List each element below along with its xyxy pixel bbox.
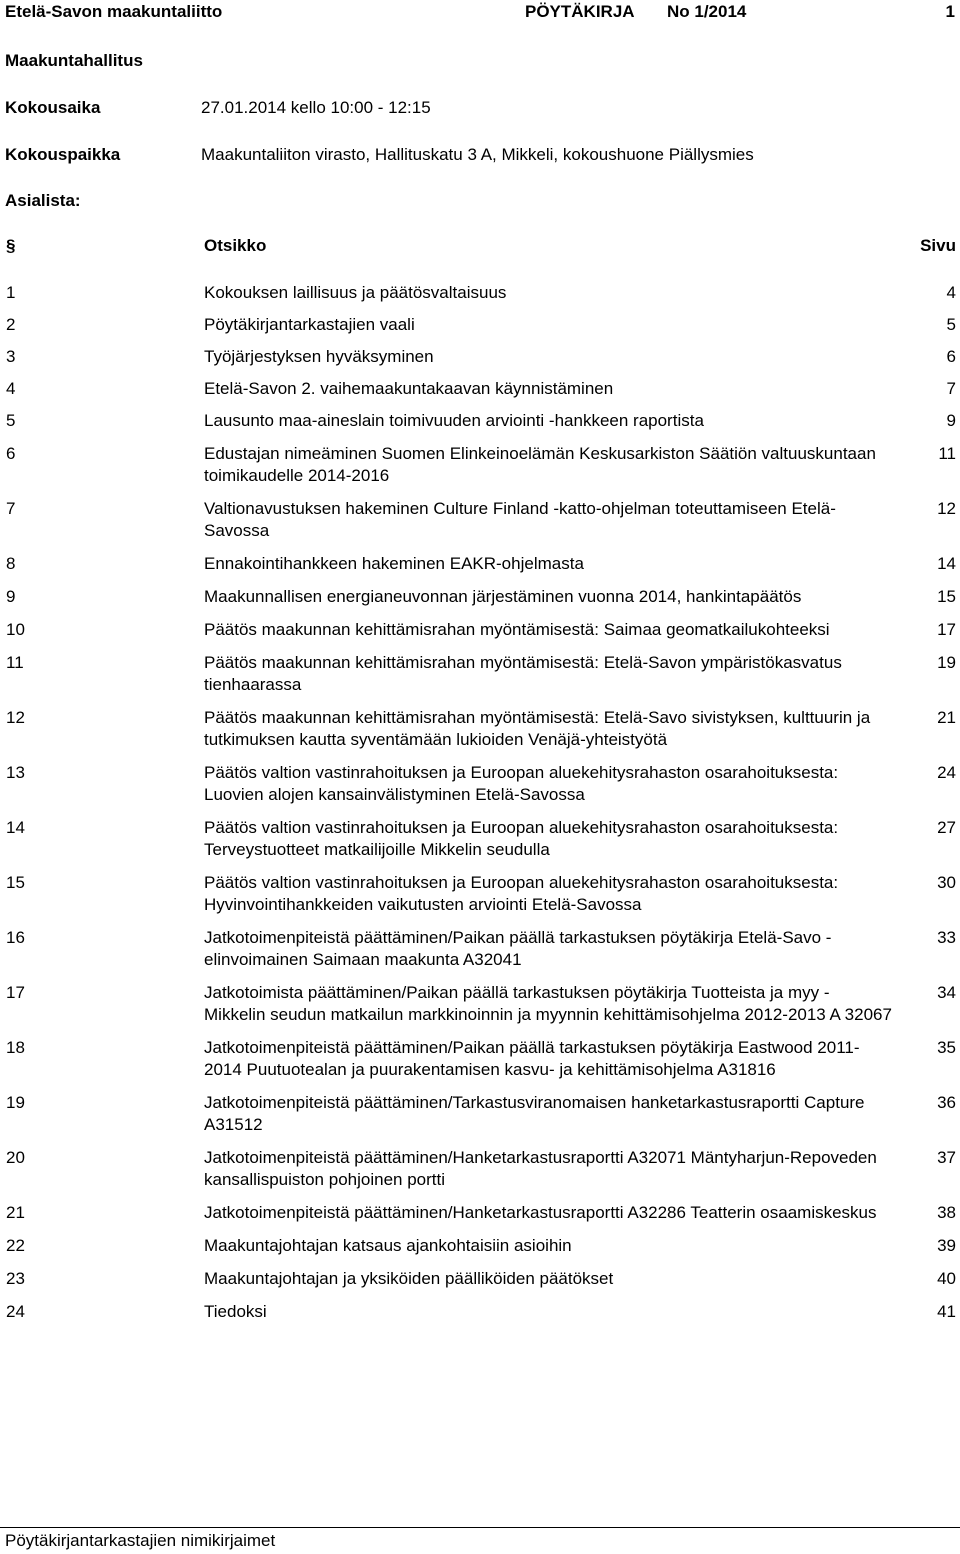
toc-header [0, 235, 960, 259]
agenda-item [0, 314, 960, 336]
org-name: Etelä-Savon maakuntaliitto [5, 2, 223, 21]
agenda-item-number: 22 [6, 1236, 25, 1255]
agenda-item [0, 443, 960, 487]
signature-label: Pöytäkirjantarkastajien nimikirjaimet [5, 1531, 276, 1550]
agenda-item-number: 15 [6, 873, 25, 892]
agenda-item-title: Jatkotoimenpiteistä päättäminen/Paikan päällä tarkastuksen pöytäkirja Etelä-Savo - elinvoimainen Saimaan maakunta A32041 [204, 928, 832, 969]
toc-page-header: Sivu [920, 236, 956, 255]
agenda-item-number: 11 [6, 653, 24, 672]
agenda-item-page: 37 [937, 1148, 956, 1167]
agenda-label: Asialista: [5, 191, 81, 210]
agenda-item-title: Lausunto maa-aineslain toimivuuden arviointi -hankkeen raportista [204, 411, 704, 430]
agenda-item-title: Edustajan nimeäminen Suomen Elinkeinoelämän Keskusarkiston Säätiön valtuuskuntaan toimikaudelle 2014-2016 [204, 444, 876, 485]
agenda-item-page: 14 [937, 554, 956, 573]
agenda-item-page: 12 [937, 499, 956, 518]
agenda-item-title: Jatkotoimenpiteistä päättäminen/Hanketarkastusraportti A32071 Mäntyharjun-Repoveden kansallispuiston pohjoinen portti [204, 1148, 877, 1189]
agenda-item [0, 346, 960, 368]
agenda-item-title: Maakuntajohtajan ja yksiköiden päälliköiden päätökset [204, 1269, 614, 1288]
agenda-item-page: 6 [946, 347, 956, 366]
agenda-item-page: 7 [946, 379, 956, 398]
section-mark: § [6, 236, 16, 255]
agenda-item-number: 6 [6, 444, 16, 463]
agenda-item-number: 20 [6, 1148, 25, 1167]
agenda-item [0, 762, 960, 806]
agenda-item-number: 9 [6, 587, 16, 606]
agenda-item-number: 16 [6, 928, 25, 947]
agenda-item-page: 30 [937, 873, 956, 892]
agenda-item-page: 15 [937, 587, 956, 606]
agenda-item-title: Päätös valtion vastinrahoituksen ja Euroopan aluekehitysrahaston osarahoituksesta: Hyvinvointihankkeiden vaikutusten arviointi Etelä-Savossa [204, 873, 839, 914]
page-header [0, 0, 960, 24]
agenda-item-page: 4 [946, 283, 956, 302]
agenda-item-number: 17 [6, 983, 25, 1002]
agenda-item [0, 498, 960, 542]
footer-rule [0, 1527, 960, 1528]
agenda-item [0, 553, 960, 575]
meeting-place-value: Maakuntaliiton virasto, Hallituskatu 3 A, Mikkeli, kokoushuone Piällysmies [201, 145, 754, 164]
agenda-item-page: 34 [937, 983, 956, 1002]
meeting-time-value: 27.01.2014 kello 10:00 - 12:15 [201, 98, 431, 117]
agenda-item-number: 19 [6, 1093, 25, 1112]
agenda-item-page: 38 [937, 1203, 956, 1222]
agenda-item-title: Valtionavustuksen hakeminen Culture Finland -katto-ohjelman toteuttamiseen Etelä-Savossa [204, 499, 836, 540]
agenda-item-title: Työjärjestyksen hyväksyminen [204, 347, 434, 366]
agenda-item-page: 5 [946, 315, 956, 334]
agenda-item-number: 21 [6, 1203, 25, 1222]
agenda-item-title: Kokouksen laillisuus ja päätösvaltaisuus [204, 283, 507, 302]
agenda-item-number: 14 [6, 818, 25, 837]
agenda-item-page: 40 [937, 1269, 956, 1288]
agenda-item-number: 8 [6, 554, 16, 573]
page-number: 1 [945, 2, 955, 21]
agenda-item-number: 12 [6, 708, 25, 727]
agenda-item-title: Päätös maakunnan kehittämisrahan myöntämisestä: Saimaa geomatkailukohteeksi [204, 620, 830, 639]
agenda-item-page: 11 [938, 444, 956, 463]
agenda-item-page: 17 [937, 620, 956, 639]
meeting-body: Maakuntahallitus [5, 51, 143, 70]
document-type: PÖYTÄKIRJA [525, 2, 635, 21]
document-number: No 1/2014 [667, 2, 747, 21]
agenda-item-number: 10 [6, 620, 25, 639]
agenda-item [0, 1037, 960, 1081]
agenda-item-page: 21 [937, 708, 956, 727]
agenda-item [0, 707, 960, 751]
agenda-item-title: Pöytäkirjantarkastajien vaali [204, 315, 415, 334]
agenda-item-title: Jatkotoimista päättäminen/Paikan päällä tarkastuksen pöytäkirja Tuotteista ja myy - Mikkelin seudun matkailun markkinoinnin ja myynnin kehittämisohjelma 2012-2013 A 32067 [204, 983, 892, 1024]
agenda-item-page: 39 [937, 1236, 956, 1255]
agenda-item-number: 4 [6, 379, 16, 398]
agenda-item [0, 817, 960, 861]
agenda-item [0, 652, 960, 696]
agenda-item-number: 23 [6, 1269, 25, 1288]
agenda-item-page: 27 [937, 818, 956, 837]
agenda-item-number: 18 [6, 1038, 25, 1057]
agenda-item [0, 1301, 960, 1323]
agenda-item-page: 33 [937, 928, 956, 947]
agenda-item-title: Jatkotoimenpiteistä päättäminen/Hanketarkastusraportti A32286 Teatterin osaamiskeskus [204, 1203, 877, 1222]
agenda-item-page: 35 [937, 1038, 956, 1057]
agenda-item [0, 1235, 960, 1257]
meeting-time-label: Kokousaika [5, 98, 101, 117]
agenda-item-number: 24 [6, 1302, 25, 1321]
agenda-item-number: 1 [6, 283, 16, 302]
agenda-item [0, 1147, 960, 1191]
agenda-item-number: 3 [6, 347, 16, 366]
agenda-list [0, 282, 960, 1334]
toc-title-header: Otsikko [204, 236, 267, 255]
agenda-item [0, 1202, 960, 1224]
agenda-item-title: Päätös valtion vastinrahoituksen ja Euroopan aluekehitysrahaston osarahoituksesta: Luovien alojen kansainvälistyminen Etelä-Savossa [204, 763, 839, 804]
agenda-item [0, 586, 960, 608]
agenda-item-title: Etelä-Savon 2. vaihemaakuntakaavan käynnistäminen [204, 379, 614, 398]
agenda-item-title: Jatkotoimenpiteistä päättäminen/Tarkastusviranomaisen hanketarkastusraportti Capture A31512 [204, 1093, 865, 1134]
agenda-item-number: 7 [6, 499, 16, 518]
agenda-item-title: Päätös valtion vastinrahoituksen ja Euroopan aluekehitysrahaston osarahoituksesta: Terveystuotteet matkailijoille Mikkelin seudulla [204, 818, 839, 859]
agenda-item-title: Päätös maakunnan kehittämisrahan myöntämisestä: Etelä-Savo sivistyksen, kulttuurin ja tutkimuksen kautta syventämään lukioiden Venäjä-yhteistyötä [204, 708, 871, 749]
agenda-item-title: Maakunnallisen energianeuvonnan järjestäminen vuonna 2014, hankintapäätös [204, 587, 802, 606]
agenda-item-title: Päätös maakunnan kehittämisrahan myöntämisestä: Etelä-Savon ympäristökasvatus tienhaarassa [204, 653, 842, 694]
agenda-item-page: 36 [937, 1093, 956, 1112]
agenda-item-title: Ennakointihankkeen hakeminen EAKR-ohjelmasta [204, 554, 584, 573]
agenda-item-title: Jatkotoimenpiteistä päättäminen/Paikan päällä tarkastuksen pöytäkirja Eastwood 2011-2014 Puutuotealan ja puurakentamisen kasvu- ja kehittämisohjelma A31816 [204, 1038, 860, 1079]
agenda-item-page: 41 [937, 1302, 956, 1321]
agenda-item-title: Tiedoksi [204, 1302, 267, 1321]
agenda-item-number: 2 [6, 315, 16, 334]
agenda-item-title: Maakuntajohtajan katsaus ajankohtaisiin asioihin [204, 1236, 572, 1255]
agenda-item-page: 19 [937, 653, 956, 672]
agenda-item [0, 872, 960, 916]
agenda-item [0, 378, 960, 400]
agenda-item [0, 619, 960, 641]
agenda-item-number: 5 [6, 411, 16, 430]
agenda-item-page: 24 [937, 763, 956, 782]
agenda-item [0, 982, 960, 1026]
agenda-item [0, 410, 960, 432]
agenda-item [0, 927, 960, 971]
agenda-item [0, 1268, 960, 1290]
agenda-item [0, 282, 960, 304]
agenda-item-number: 13 [6, 763, 25, 782]
agenda-item-page: 9 [946, 411, 956, 430]
agenda-item [0, 1092, 960, 1136]
meeting-place-label: Kokouspaikka [5, 145, 121, 164]
